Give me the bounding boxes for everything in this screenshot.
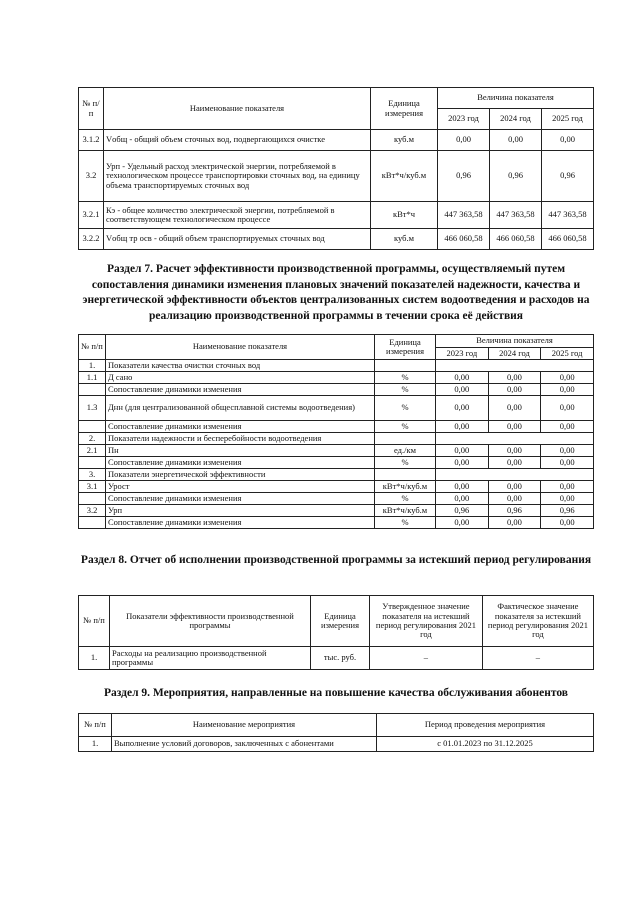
row-value: 0,96 bbox=[488, 505, 541, 517]
row-name: Кэ - общее количество электрической энергии, потребляемой в соответствующем технологическом процессе bbox=[104, 202, 371, 229]
table-row bbox=[79, 505, 594, 517]
indicators-table-continued bbox=[78, 87, 594, 250]
row-num: 3.1.2 bbox=[79, 130, 104, 151]
col-period-header: Период проведения мероприятия bbox=[377, 714, 594, 737]
row-value: 447 363,58 bbox=[542, 202, 594, 229]
row-value: 0,00 bbox=[436, 384, 489, 396]
row-name: Днн (для централизованной общесплавной системы водоотведения) bbox=[106, 396, 375, 421]
row-value: 0,00 bbox=[436, 493, 489, 505]
row-num: 3. bbox=[79, 469, 106, 481]
row-name: Показатели надежности и бесперебойности водоотведения bbox=[106, 433, 375, 445]
row-name: Выполнение условий договоров, заключенных с абонентами bbox=[112, 737, 377, 752]
row-num bbox=[79, 421, 106, 433]
row-num: 2. bbox=[79, 433, 106, 445]
row-unit: кВт*ч bbox=[371, 202, 438, 229]
row-num: 3.2 bbox=[79, 151, 104, 202]
table-row bbox=[79, 421, 594, 433]
row-name: Сопоставление динамики изменения bbox=[106, 517, 375, 529]
col-approved-header: Утвержденное значение показателя на истекший период регулирования 2021 год bbox=[370, 596, 483, 647]
row-unit: % bbox=[375, 384, 436, 396]
year-header: 2024 год bbox=[490, 109, 542, 130]
table-row bbox=[79, 457, 594, 469]
table-row bbox=[79, 493, 594, 505]
row-unit: кВт*ч/куб.м bbox=[371, 151, 438, 202]
row-unit: % bbox=[375, 421, 436, 433]
col-value-header: Величина показателя bbox=[438, 88, 594, 109]
col-num-header: № п/п bbox=[79, 335, 106, 360]
row-value: 0,00 bbox=[541, 421, 594, 433]
row-num: 1.1 bbox=[79, 372, 106, 384]
col-value-header: Величина показателя bbox=[436, 335, 594, 348]
row-value: 447 363,58 bbox=[490, 202, 542, 229]
row-value: 0,00 bbox=[488, 481, 541, 493]
row-num: 3.2 bbox=[79, 505, 106, 517]
row-num: 3.2.1 bbox=[79, 202, 104, 229]
row-num bbox=[79, 384, 106, 396]
row-value: 0,96 bbox=[436, 505, 489, 517]
row-num: 3.1 bbox=[79, 481, 106, 493]
row-unit: % bbox=[375, 372, 436, 384]
row-value: 0,00 bbox=[541, 493, 594, 505]
row-value: 466 060,58 bbox=[490, 229, 542, 250]
year-header: 2024 год bbox=[488, 347, 541, 360]
row-unit: кВт*ч/куб.м bbox=[375, 481, 436, 493]
row-value: 0,00 bbox=[541, 481, 594, 493]
row-name: Сопоставление динамики изменения bbox=[106, 457, 375, 469]
row-value: 0,96 bbox=[541, 505, 594, 517]
row-value: 0,00 bbox=[541, 445, 594, 457]
row-value: 0,00 bbox=[488, 421, 541, 433]
row-actual: – bbox=[482, 647, 593, 670]
row-name: Расходы на реализацию производственной программы bbox=[110, 647, 311, 670]
table-row bbox=[79, 396, 594, 421]
row-value: 0,00 bbox=[488, 445, 541, 457]
row-unit: % bbox=[375, 493, 436, 505]
table-row bbox=[79, 647, 594, 670]
section9-title: Раздел 9. Мероприятия, направленные на повышение качества обслуживания абонентов bbox=[103, 687, 568, 699]
row-name: Пн bbox=[106, 445, 375, 457]
row-value: 0,00 bbox=[541, 384, 594, 396]
col-num-header: № п/п bbox=[79, 88, 104, 130]
row-unit: ед./км bbox=[375, 445, 436, 457]
row-value: 0,96 bbox=[542, 151, 594, 202]
col-num-header: № п/п bbox=[79, 714, 112, 737]
table-row bbox=[79, 202, 594, 229]
row-unit: кВт*ч/куб.м bbox=[375, 505, 436, 517]
section8-title: Раздел 8. Отчет об исполнении производственной программы за истекший период регулирования bbox=[80, 554, 592, 566]
report-table bbox=[78, 595, 594, 670]
row-value: 0,00 bbox=[488, 457, 541, 469]
row-name: Сопоставление динамики изменения bbox=[106, 384, 375, 396]
row-value: 0,00 bbox=[436, 445, 489, 457]
col-unit-header: Единица измерения bbox=[371, 88, 438, 130]
row-value: 0,00 bbox=[541, 457, 594, 469]
row-num bbox=[79, 457, 106, 469]
section7-title: Раздел 7. Расчет эффективности производственной программы, осуществляемый путем сопоставления динамики изменения плановых значений показателей надежности, качества и энергетической эффективности объектов централизованных систем водоотведения и расходов на реализацию производственной программы в течении срока её действия bbox=[82, 263, 590, 322]
row-value: 0,00 bbox=[488, 384, 541, 396]
row-name: Сопоставление динамики изменения bbox=[106, 421, 375, 433]
row-unit: куб.м bbox=[371, 229, 438, 250]
row-value: 0,00 bbox=[488, 396, 541, 421]
row-unit: % bbox=[375, 517, 436, 529]
row-value: 0,00 bbox=[490, 130, 542, 151]
row-unit bbox=[375, 469, 436, 481]
row-value: 0,00 bbox=[436, 517, 489, 529]
col-num-header: № п/п bbox=[79, 596, 110, 647]
row-value: 0,00 bbox=[436, 372, 489, 384]
row-value: 0,96 bbox=[490, 151, 542, 202]
row-value: 0,00 bbox=[488, 517, 541, 529]
table-row bbox=[79, 372, 594, 384]
row-value: 0,00 bbox=[488, 372, 541, 384]
efficiency-table bbox=[78, 334, 594, 529]
row-name: Vобщ - общий объем сточных вод, подвергающихся очистке bbox=[104, 130, 371, 151]
row-name: Урп bbox=[106, 505, 375, 517]
measures-table bbox=[78, 713, 594, 752]
row-name: Показатели энергетической эффективности bbox=[106, 469, 375, 481]
col-unit-header: Единица измерения bbox=[375, 335, 436, 360]
row-unit bbox=[375, 360, 436, 372]
row-name: Урп - Удельный расход электрической энергии, потребляемой в технологическом процессе транспортировки сточных вод, на единицу объема транспортируемых сточных вод bbox=[104, 151, 371, 202]
row-value: 0,00 bbox=[541, 396, 594, 421]
row-num: 3.2.2 bbox=[79, 229, 104, 250]
row-name: Показатели качества очистки сточных вод bbox=[106, 360, 375, 372]
row-value bbox=[436, 360, 594, 372]
table-row bbox=[79, 445, 594, 457]
row-unit: тыс. руб. bbox=[311, 647, 370, 670]
table-row bbox=[79, 481, 594, 493]
row-name: Сопоставление динамики изменения bbox=[106, 493, 375, 505]
year-header: 2025 год bbox=[541, 347, 594, 360]
table-row bbox=[79, 229, 594, 250]
row-value: 0,00 bbox=[436, 396, 489, 421]
row-unit: куб.м bbox=[371, 130, 438, 151]
row-value: 0,00 bbox=[436, 481, 489, 493]
table-row bbox=[79, 517, 594, 529]
group-row bbox=[79, 360, 594, 372]
row-value: 447 363,58 bbox=[438, 202, 490, 229]
row-period: с 01.01.2023 по 31.12.2025 bbox=[377, 737, 594, 752]
row-value: 466 060,58 bbox=[542, 229, 594, 250]
row-unit bbox=[375, 433, 436, 445]
table-row bbox=[79, 151, 594, 202]
row-num bbox=[79, 493, 106, 505]
row-name: Vобщ тр осв - общий объем транспортируемых сточных вод bbox=[104, 229, 371, 250]
row-value: 0,00 bbox=[488, 493, 541, 505]
table-row bbox=[79, 384, 594, 396]
table-row bbox=[79, 737, 594, 752]
row-num: 2.1 bbox=[79, 445, 106, 457]
row-value: 0,00 bbox=[438, 130, 490, 151]
year-header: 2023 год bbox=[438, 109, 490, 130]
row-num: 1.3 bbox=[79, 396, 106, 421]
row-value: 0,00 bbox=[541, 372, 594, 384]
row-value: 0,00 bbox=[542, 130, 594, 151]
row-num: 1. bbox=[79, 737, 112, 752]
col-unit-header: Единица измерения bbox=[311, 596, 370, 647]
row-value: 0,00 bbox=[541, 517, 594, 529]
row-value: 0,00 bbox=[436, 421, 489, 433]
row-num: 1. bbox=[79, 647, 110, 670]
row-num bbox=[79, 517, 106, 529]
row-value bbox=[436, 433, 594, 445]
row-unit: % bbox=[375, 457, 436, 469]
row-value: 0,96 bbox=[438, 151, 490, 202]
col-name-header: Наименование показателя bbox=[104, 88, 371, 130]
row-value: 466 060,58 bbox=[438, 229, 490, 250]
row-approved: – bbox=[370, 647, 483, 670]
row-unit: % bbox=[375, 396, 436, 421]
col-actual-header: Фактическое значение показателя за истекший период регулирования 2021 год bbox=[482, 596, 593, 647]
table-row bbox=[79, 130, 594, 151]
col-name-header: Наименование показателя bbox=[106, 335, 375, 360]
year-header: 2023 год bbox=[436, 347, 489, 360]
col-name-header: Показатели эффективности производственной программы bbox=[110, 596, 311, 647]
row-value bbox=[436, 469, 594, 481]
row-name: Д сано bbox=[106, 372, 375, 384]
group-row bbox=[79, 469, 594, 481]
year-header: 2025 год bbox=[542, 109, 594, 130]
col-name-header: Наименование мероприятия bbox=[112, 714, 377, 737]
group-row bbox=[79, 433, 594, 445]
row-value: 0,00 bbox=[436, 457, 489, 469]
row-name: Урост bbox=[106, 481, 375, 493]
row-num: 1. bbox=[79, 360, 106, 372]
